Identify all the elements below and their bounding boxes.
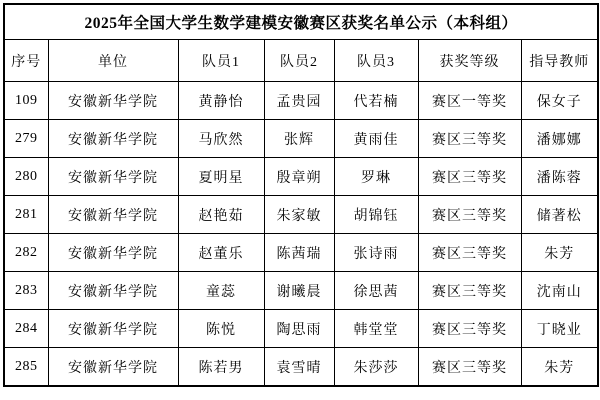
- cell-member3: 胡锦钰: [334, 196, 418, 234]
- table-row: [4, 196, 598, 234]
- cell-advisor: 储著松: [521, 196, 598, 234]
- cell-award: 赛区三等奖: [418, 234, 521, 272]
- cell-award: 赛区一等奖: [418, 82, 521, 120]
- cell-serial: 284: [4, 310, 48, 348]
- cell-unit: 安徽新华学院: [48, 272, 178, 310]
- cell-award: 赛区三等奖: [418, 196, 521, 234]
- cell-member1: 赵董乐: [178, 234, 264, 272]
- cell-member3: 黄雨佳: [334, 120, 418, 158]
- cell-advisor: 朱芳: [521, 348, 598, 387]
- header-row: [4, 40, 598, 82]
- cell-advisor: 丁晓业: [521, 310, 598, 348]
- cell-member1: 陈悦: [178, 310, 264, 348]
- col-header-award: 获奖等级: [418, 40, 521, 82]
- cell-member2: 陶思雨: [264, 310, 334, 348]
- table-row: [4, 158, 598, 196]
- table-row: [4, 82, 598, 120]
- cell-unit: 安徽新华学院: [48, 348, 178, 387]
- cell-member2: 袁雪晴: [264, 348, 334, 387]
- cell-member2: 陈茜瑞: [264, 234, 334, 272]
- cell-serial: 285: [4, 348, 48, 387]
- cell-member3: 罗琳: [334, 158, 418, 196]
- table-row: [4, 310, 598, 348]
- cell-advisor: 朱芳: [521, 234, 598, 272]
- cell-member1: 赵艳茹: [178, 196, 264, 234]
- cell-unit: 安徽新华学院: [48, 120, 178, 158]
- col-header-serial: 序号: [4, 40, 48, 82]
- cell-award: 赛区三等奖: [418, 272, 521, 310]
- title-row: [4, 4, 598, 40]
- col-header-unit: 单位: [48, 40, 178, 82]
- cell-member3: 徐思茜: [334, 272, 418, 310]
- table-body: [4, 82, 598, 387]
- cell-award: 赛区三等奖: [418, 310, 521, 348]
- cell-member3: 代若楠: [334, 82, 418, 120]
- cell-serial: 280: [4, 158, 48, 196]
- cell-award: 赛区三等奖: [418, 158, 521, 196]
- cell-member1: 童蕊: [178, 272, 264, 310]
- cell-member3: 韩堂堂: [334, 310, 418, 348]
- cell-award: 赛区三等奖: [418, 120, 521, 158]
- cell-member1: 夏明星: [178, 158, 264, 196]
- cell-member1: 黄静怡: [178, 82, 264, 120]
- cell-member2: 谢曦晨: [264, 272, 334, 310]
- cell-serial: 282: [4, 234, 48, 272]
- cell-serial: 279: [4, 120, 48, 158]
- cell-member2: 孟贵园: [264, 82, 334, 120]
- cell-member3: 张诗雨: [334, 234, 418, 272]
- cell-member2: 朱家敏: [264, 196, 334, 234]
- cell-advisor: 保女子: [521, 82, 598, 120]
- col-header-advisor: 指导教师: [521, 40, 598, 82]
- cell-serial: 281: [4, 196, 48, 234]
- cell-serial: 109: [4, 82, 48, 120]
- cell-advisor: 潘娜娜: [521, 120, 598, 158]
- cell-unit: 安徽新华学院: [48, 310, 178, 348]
- cell-unit: 安徽新华学院: [48, 234, 178, 272]
- col-header-member2: 队员2: [264, 40, 334, 82]
- award-table: [3, 3, 599, 387]
- table-row: [4, 234, 598, 272]
- cell-member1: 陈若男: [178, 348, 264, 387]
- cell-unit: 安徽新华学院: [48, 82, 178, 120]
- col-header-member3: 队员3: [334, 40, 418, 82]
- cell-member1: 马欣然: [178, 120, 264, 158]
- col-header-member1: 队员1: [178, 40, 264, 82]
- cell-serial: 283: [4, 272, 48, 310]
- cell-unit: 安徽新华学院: [48, 196, 178, 234]
- cell-member3: 朱莎莎: [334, 348, 418, 387]
- cell-advisor: 沈南山: [521, 272, 598, 310]
- cell-award: 赛区三等奖: [418, 348, 521, 387]
- cell-unit: 安徽新华学院: [48, 158, 178, 196]
- cell-member2: 殷章朔: [264, 158, 334, 196]
- table-row: [4, 272, 598, 310]
- cell-member2: 张辉: [264, 120, 334, 158]
- table-title: 2025年全国大学生数学建模安徽赛区获奖名单公示（本科组）: [4, 4, 598, 40]
- cell-advisor: 潘陈蓉: [521, 158, 598, 196]
- table-row: [4, 348, 598, 387]
- table-row: [4, 120, 598, 158]
